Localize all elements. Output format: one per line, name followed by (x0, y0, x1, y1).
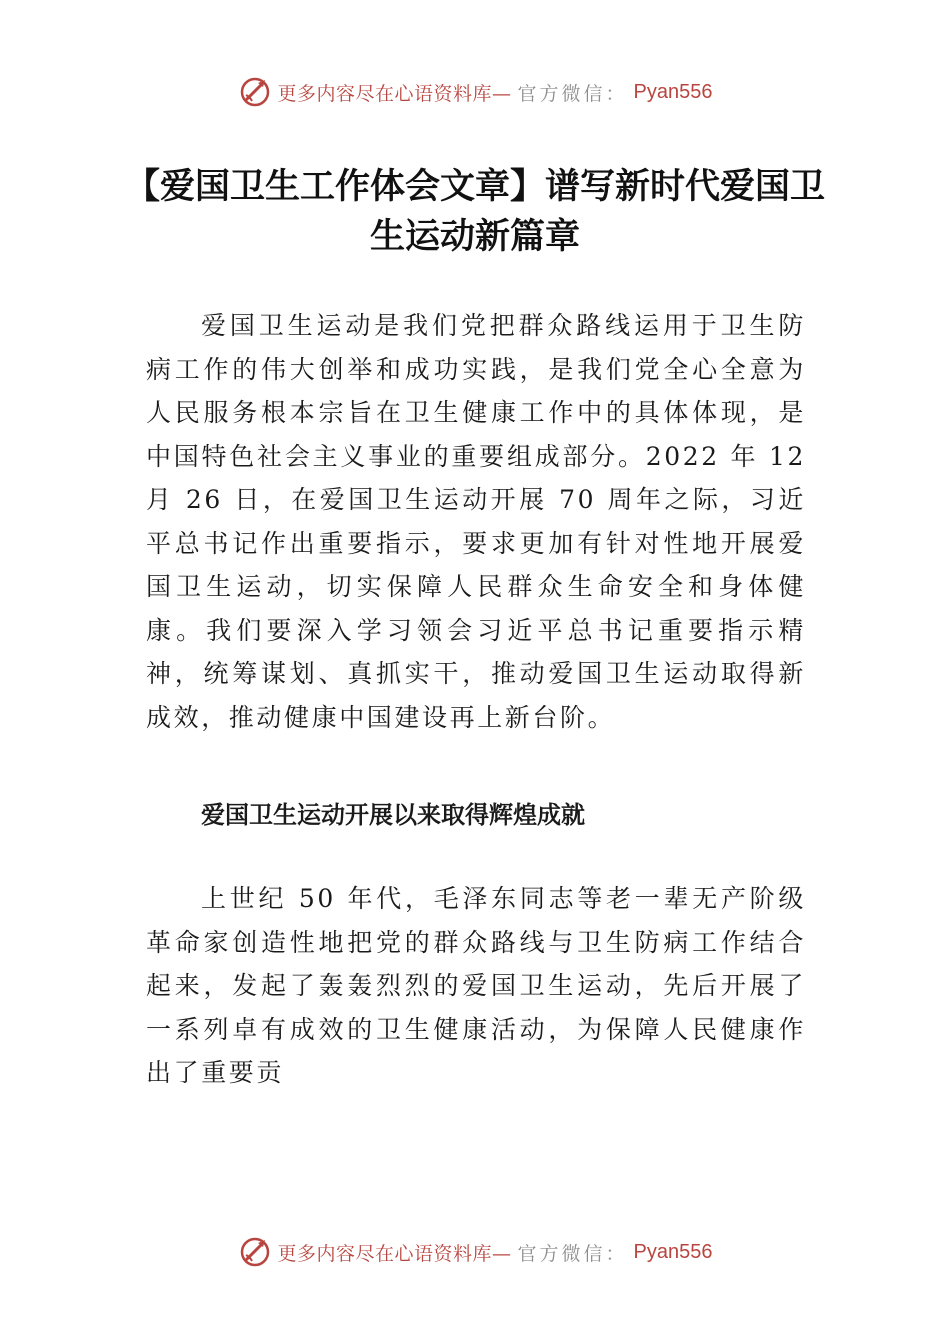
paragraph-2: 上世纪 50 年代，毛泽东同志等老一辈无产阶级革命家创造性地把党的群众路线与卫生防病工作结合起来，发起了轰轰烈烈的爱国卫生运动，先后开展了一系列卓有成效的卫生健康活动，为保障人民健康作出了重要贡 (146, 884, 806, 1087)
footer-banner-text: 更多内容尽在心语资料库— (277, 1242, 512, 1265)
footer-banner-account: Pyan556 (633, 1240, 713, 1263)
brush-circle-logo-icon (238, 75, 272, 109)
header-banner (0, 72, 950, 112)
brush-circle-logo-icon (238, 1235, 272, 1269)
banner-account: Pyan556 (633, 80, 713, 103)
paragraph-1: 爱国卫生运动是我们党把群众路线运用于卫生防病工作的伟大创举和成功实践，是我们党全心全意为人民服务根本宗旨在卫生健康工作中的具体体现，是中国特色社会主义事业的重要组成部分。2022 年 12 月 26 日，在爱国卫生运动开展 70 周年之际，习近平总书记作出重要指示，要求更加有针对性地开展爱国卫生运动，切实保障人民群众生命安全和身体健康。我们要深入学习领会习近平总书记重要指示精神，统筹谋划、真抓实干，推动爱国卫生运动取得新成效，推动健康中国建设再上新台阶。 (146, 311, 806, 732)
footer-banner-wechat-label: 官方微信： (517, 1242, 628, 1265)
banner-wechat-label: 官方微信： (517, 82, 628, 105)
banner-text: 更多内容尽在心语资料库— (277, 82, 512, 105)
footer-banner (0, 1232, 950, 1272)
subheading-1: 爱国卫生运动开展以来取得辉煌成就 (201, 801, 585, 829)
document-title: 【爱国卫生工作体会文章】谱写新时代爱国卫生运动新篇章 (124, 167, 825, 257)
